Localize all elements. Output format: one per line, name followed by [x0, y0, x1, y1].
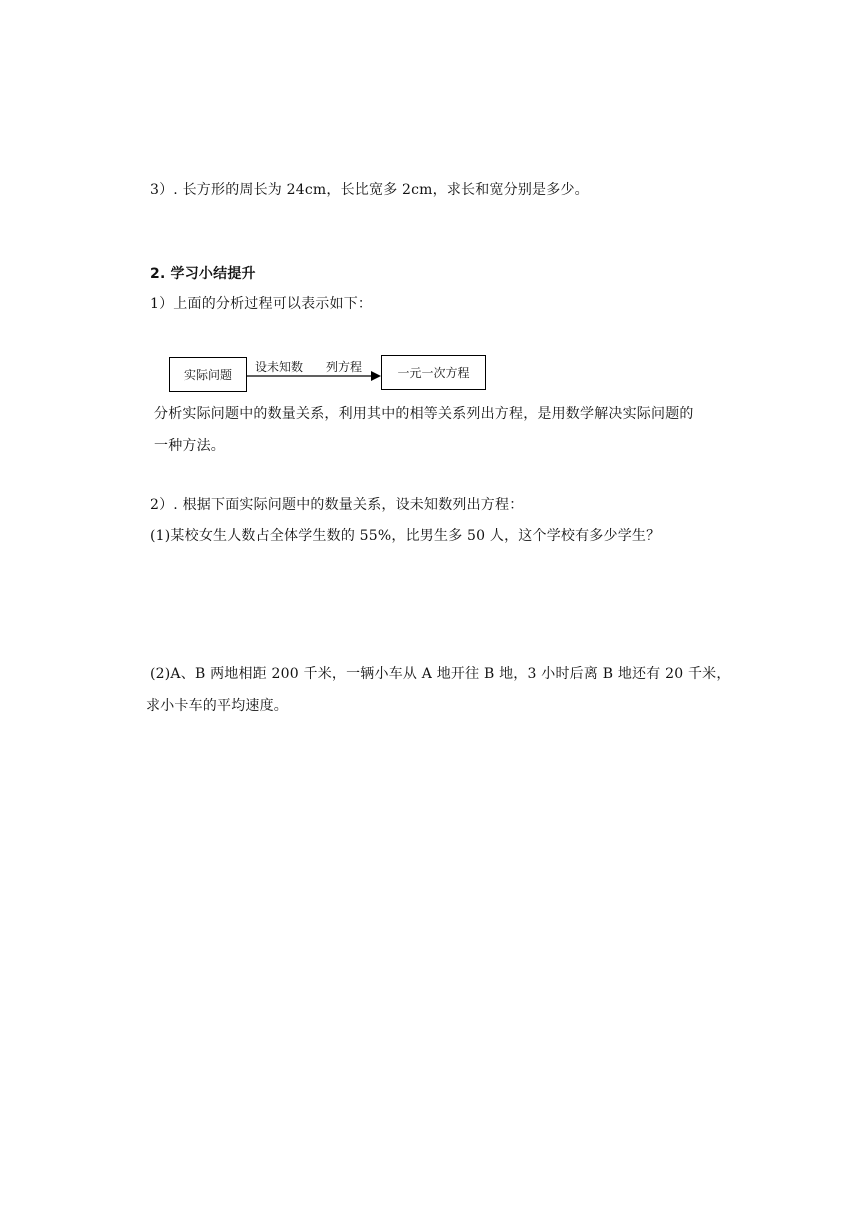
analysis-line-1: 分析实际问题中的数量关系，利用其中的相等关系列出方程，是用数学解决实际问题的	[154, 406, 694, 422]
section-2-item-2: 2）. 根据下面实际问题中的数量关系，设未知数列出方程：	[150, 497, 524, 513]
analysis-line-2: 一种方法。	[154, 438, 225, 454]
problem-3: 3）. 长方形的周长为 24cm，长比宽多 2cm，求长和宽分别是多少。	[150, 182, 589, 198]
question-2-line-2: 求小卡车的平均速度。	[146, 698, 288, 714]
section-2-item-1: 1）上面的分析过程可以表示如下：	[150, 296, 373, 312]
question-2-line-1: (2)A、B 两地相距 200 千米，一辆小车从 A 地开往 B 地，3 小时后离 B 地还有 20 千米，	[150, 666, 731, 682]
diagram-left-box: 实际问题	[169, 357, 247, 392]
diagram-right-box: 一元一次方程	[381, 355, 486, 390]
diagram-arrow-label-1: 设未知数	[255, 360, 304, 374]
diagram-arrow-label-2: 列方程	[326, 360, 363, 374]
section-2-heading: 2. 学习小结提升	[150, 266, 256, 282]
diagram-arrow	[247, 370, 381, 382]
question-1: (1)某校女生人数占全体学生数的 55%，比男生多 50 人，这个学校有多少学生？	[150, 528, 661, 544]
